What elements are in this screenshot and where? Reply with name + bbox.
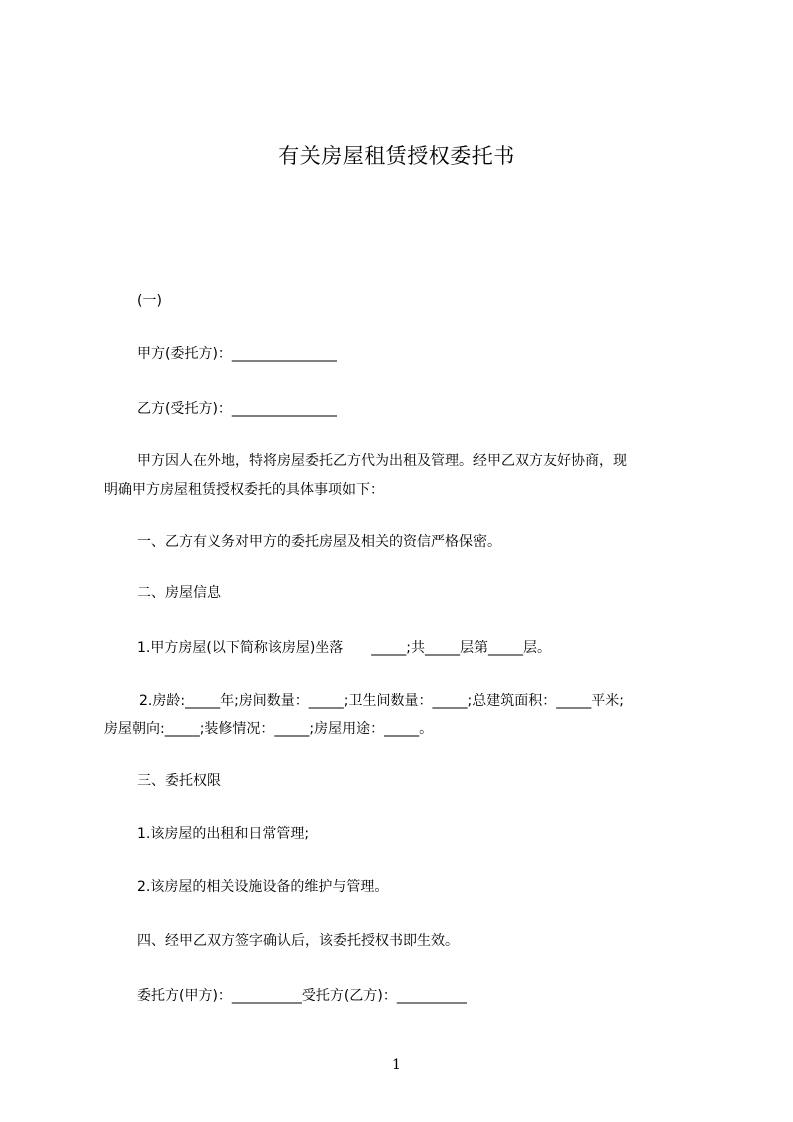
clause-3-heading: 三、委托权限 (137, 773, 221, 789)
section-mark: (一) (137, 293, 162, 309)
clause-2-item-2-line-2: 房屋朝向:_____;装修情况：_____;房屋用途：_____。 (104, 721, 434, 737)
clause-4: 四、经甲乙双方签字确认后，该委托授权书即生效。 (137, 933, 459, 949)
party-a-line: 甲方(委托方)：_______________ (137, 346, 337, 362)
intro-paragraph-line-2: 明确甲方房屋租赁授权委托的具体事项如下： (104, 482, 384, 498)
signature-line: 委托方(甲方)：__________受托方(乙方)：__________ (137, 988, 467, 1004)
clause-1: 一、乙方有义务对甲方的委托房屋及相关的资信严格保密。 (137, 534, 501, 550)
intro-paragraph-line-1: 甲方因人在外地，特将房屋委托乙方代为出租及管理。经甲乙双方友好协商，现 (137, 453, 627, 469)
clause-2-item-1: 1.甲方房屋(以下简称该房屋)坐落 _____;共_____层第_____层。 (137, 640, 551, 656)
clause-3-item-2: 2.该房屋的相关设施设备的维护与管理。 (137, 879, 389, 895)
clause-2-heading: 二、房屋信息 (137, 585, 221, 601)
clause-2-item-2-line-1: 2.房龄:_____年;房间数量：_____;卫生间数量：_____;总建筑面积：_____平米; (139, 693, 624, 709)
party-b-line: 乙方(受托方)：_______________ (137, 401, 337, 417)
document-title: 有关房屋租赁授权委托书 (278, 144, 515, 168)
page-number: 1 (392, 1057, 401, 1073)
clause-3-item-1: 1.该房屋的出租和日常管理; (137, 826, 310, 842)
